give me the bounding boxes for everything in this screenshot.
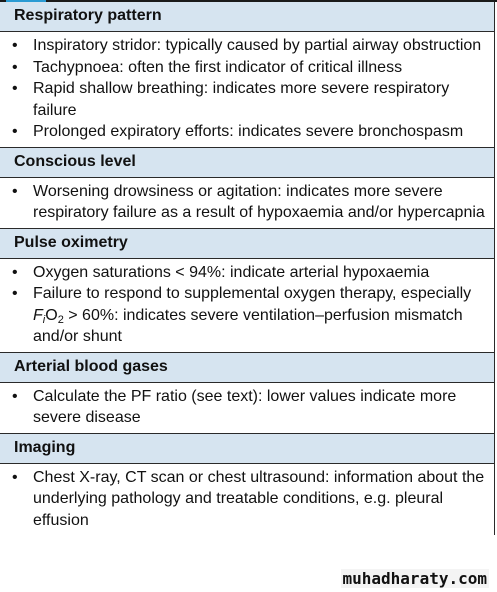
section-body bbox=[0, 178, 494, 229]
list-item: • Worsening drowsiness or agitation: indicates more severe respiratory failure as a result of hypoxaemia and/or hypercapnia bbox=[12, 182, 485, 221]
section-respiratory-pattern bbox=[0, 2, 494, 148]
section-conscious-level bbox=[0, 148, 494, 229]
bullet-icon: • bbox=[12, 263, 18, 281]
list-item: • Prolonged expiratory efforts: indicates severe bronchospasm bbox=[12, 121, 486, 143]
fio2-o: O bbox=[45, 306, 58, 324]
section-heading: Arterial blood gases bbox=[0, 353, 494, 383]
section-heading: Respiratory pattern bbox=[0, 2, 494, 32]
section-body bbox=[0, 259, 494, 353]
section-arterial-blood-gases bbox=[0, 353, 494, 434]
list-item: • Failure to respond to supplemental oxygen therapy, especially $F_iO_2 > 60\%$: indicates severe ventilation–perfusion mismatch and/or shunt bbox=[12, 285, 472, 345]
bullet-icon: • bbox=[12, 80, 18, 97]
fio2-i: i bbox=[42, 313, 46, 326]
list-item: • Rapid shallow breathing: indicates more severe respiratory failure bbox=[12, 80, 450, 119]
section-body bbox=[0, 32, 494, 148]
bullet-icon: • bbox=[12, 468, 18, 486]
list-item: • Tachypnoea: often the first indicator of critical illness bbox=[12, 57, 486, 79]
fio2-f: F bbox=[33, 306, 43, 324]
list-item: • Chest X-ray, CT scan or chest ultrasound: information about the underlying pathology and treatable conditions, e.g. pleural effusion bbox=[12, 468, 485, 529]
assessment-table bbox=[0, 2, 495, 535]
list-item: • Calculate the PF ratio (see text): lower values indicate more severe disease bbox=[12, 387, 457, 426]
section-body bbox=[0, 464, 494, 536]
watermark: muhadharaty.com bbox=[342, 569, 487, 588]
list-item: • Inspiratory stridor: typically caused by partial airway obstruction bbox=[12, 35, 486, 57]
bullet-icon: • bbox=[12, 58, 18, 76]
bullet-icon: • bbox=[12, 123, 18, 140]
bullet-icon: • bbox=[12, 182, 18, 200]
fio2-subscript: 2 bbox=[57, 313, 64, 326]
list-item: • Oxygen saturations < 94%: indicate arterial hypoxaemia bbox=[12, 262, 486, 284]
section-heading: Pulse oximetry bbox=[0, 229, 494, 259]
section-imaging bbox=[0, 434, 494, 536]
section-heading: Imaging bbox=[0, 434, 494, 464]
section-heading: Conscious level bbox=[0, 148, 494, 178]
bullet-icon: • bbox=[12, 37, 18, 54]
bullet-icon: • bbox=[12, 387, 18, 405]
section-pulse-oximetry bbox=[0, 229, 494, 353]
bullet-icon: • bbox=[12, 285, 18, 302]
section-body bbox=[0, 383, 494, 434]
